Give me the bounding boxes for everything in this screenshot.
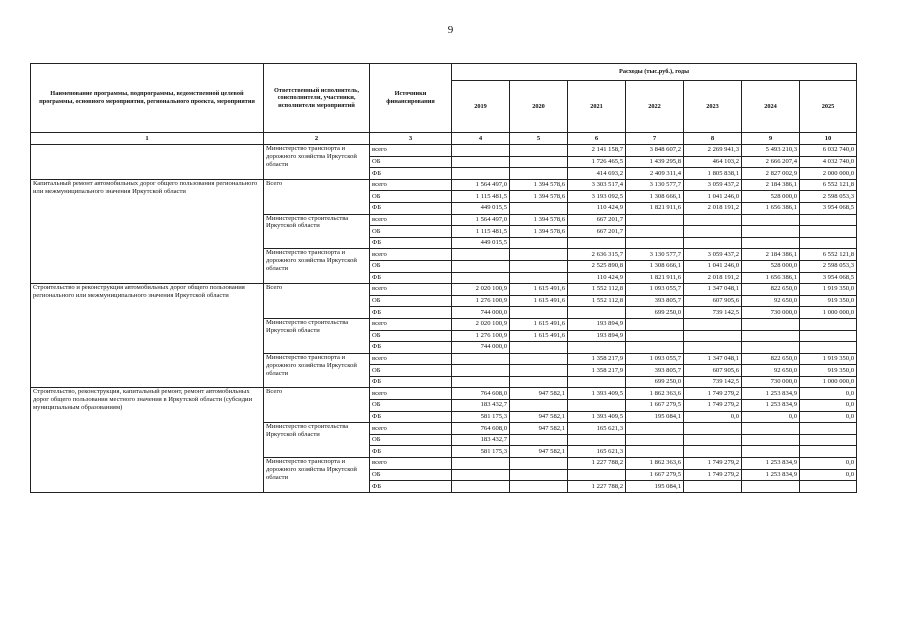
amount-cell: 1 227 788,2: [568, 458, 626, 470]
amount-cell: [452, 145, 510, 157]
amount-cell: 730 000,0: [742, 307, 800, 319]
amount-cell: [510, 365, 568, 377]
amount-cell: 2 020 100,9: [452, 284, 510, 296]
source-cell: ФБ: [370, 446, 452, 458]
source-cell: всего: [370, 145, 452, 157]
amount-cell: [684, 318, 742, 330]
amount-cell: 2 018 191,2: [684, 202, 742, 214]
amount-cell: 2 184 386,1: [742, 249, 800, 261]
amount-cell: 414 693,2: [568, 168, 626, 180]
amount-cell: 2 018 191,2: [684, 272, 742, 284]
header-year: 2020: [510, 81, 568, 133]
table-row: [31, 179, 857, 191]
amount-cell: 1 564 497,0: [452, 179, 510, 191]
source-cell: всего: [370, 458, 452, 470]
amount-cell: 581 175,3: [452, 446, 510, 458]
amount-cell: 2 598 053,3: [800, 260, 857, 272]
header-year: 2025: [800, 81, 857, 133]
header-name: Наименование программы, подпрограммы, ведомственной целевой программы, основного мероприятия, регионального проекта, мероприятия: [31, 64, 264, 133]
amount-cell: [452, 376, 510, 388]
amount-cell: 699 250,0: [626, 376, 684, 388]
amount-cell: 0,0: [684, 411, 742, 423]
executor-cell: Министерство транспорта и дорожного хозяйства Иркутской области: [264, 353, 370, 388]
source-cell: ОБ: [370, 469, 452, 481]
amount-cell: [510, 342, 568, 354]
amount-cell: 1 393 409,5: [568, 411, 626, 423]
executor-cell: Министерство транспорта и дорожного хозяйства Иркутской области: [264, 458, 370, 493]
amount-cell: 1 115 481,5: [452, 191, 510, 203]
amount-cell: 110 424,9: [568, 202, 626, 214]
source-cell: ФБ: [370, 237, 452, 249]
amount-cell: [510, 145, 568, 157]
amount-cell: [510, 168, 568, 180]
amount-cell: [684, 446, 742, 458]
amount-cell: 2 666 207,4: [742, 156, 800, 168]
source-cell: ФБ: [370, 307, 452, 319]
amount-cell: 2 409 311,4: [626, 168, 684, 180]
amount-cell: 1 615 491,6: [510, 284, 568, 296]
source-cell: ОБ: [370, 295, 452, 307]
amount-cell: 0,0: [800, 400, 857, 412]
source-cell: ОБ: [370, 434, 452, 446]
source-cell: ФБ: [370, 411, 452, 423]
source-cell: ОБ: [370, 400, 452, 412]
amount-cell: 110 424,9: [568, 272, 626, 284]
header-year: 2023: [684, 81, 742, 133]
column-number: 2: [264, 133, 370, 145]
header-year: 2024: [742, 81, 800, 133]
executor-cell: Министерство строительства Иркутской области: [264, 423, 370, 458]
amount-cell: [568, 342, 626, 354]
table-body: [31, 145, 857, 493]
amount-cell: 0,0: [800, 411, 857, 423]
amount-cell: 947 582,1: [510, 423, 568, 435]
amount-cell: 1 358 217,9: [568, 353, 626, 365]
amount-cell: 165 621,3: [568, 423, 626, 435]
table-header: [31, 64, 857, 145]
amount-cell: [800, 446, 857, 458]
amount-cell: 1 821 911,6: [626, 202, 684, 214]
amount-cell: 193 894,9: [568, 318, 626, 330]
amount-cell: 165 621,3: [568, 446, 626, 458]
amount-cell: 2 000 000,0: [800, 168, 857, 180]
amount-cell: 1 394 578,6: [510, 226, 568, 238]
amount-cell: [452, 481, 510, 493]
amount-cell: 1 862 363,6: [626, 458, 684, 470]
amount-cell: [626, 237, 684, 249]
amount-cell: [452, 156, 510, 168]
amount-cell: [684, 237, 742, 249]
executor-cell: Министерство строительства Иркутской области: [264, 214, 370, 249]
amount-cell: [510, 400, 568, 412]
amount-cell: 6 552 121,8: [800, 179, 857, 191]
amount-cell: [568, 400, 626, 412]
amount-cell: 1 347 048,1: [684, 284, 742, 296]
source-cell: ОБ: [370, 191, 452, 203]
amount-cell: [626, 330, 684, 342]
amount-cell: [626, 423, 684, 435]
amount-cell: [800, 318, 857, 330]
source-cell: всего: [370, 179, 452, 191]
amount-cell: [800, 226, 857, 238]
source-cell: ОБ: [370, 365, 452, 377]
source-cell: ФБ: [370, 342, 452, 354]
column-number: 8: [684, 133, 742, 145]
amount-cell: 4 032 740,0: [800, 156, 857, 168]
amount-cell: 744 000,0: [452, 342, 510, 354]
amount-cell: 764 608,0: [452, 423, 510, 435]
amount-cell: 1 749 279,2: [684, 400, 742, 412]
amount-cell: [510, 481, 568, 493]
amount-cell: 919 350,0: [800, 365, 857, 377]
amount-cell: 92 650,0: [742, 365, 800, 377]
amount-cell: 1 749 279,2: [684, 458, 742, 470]
amount-cell: 3 193 092,5: [568, 191, 626, 203]
amount-cell: 1 115 481,5: [452, 226, 510, 238]
amount-cell: 1 276 100,9: [452, 330, 510, 342]
amount-cell: [742, 342, 800, 354]
executor-cell: Всего: [264, 284, 370, 319]
amount-cell: 1 253 834,9: [742, 458, 800, 470]
amount-cell: 393 805,7: [626, 295, 684, 307]
executor-cell: Министерство транспорта и дорожного хозяйства Иркутской области: [264, 249, 370, 284]
amount-cell: 528 000,0: [742, 191, 800, 203]
source-cell: всего: [370, 388, 452, 400]
amount-cell: [568, 434, 626, 446]
amount-cell: [568, 376, 626, 388]
amount-cell: 2 636 315,7: [568, 249, 626, 261]
table-row: [31, 388, 857, 400]
amount-cell: 6 552 121,8: [800, 249, 857, 261]
amount-cell: 1 667 279,5: [626, 400, 684, 412]
amount-cell: 1 656 386,1: [742, 202, 800, 214]
amount-cell: 1 805 838,1: [684, 168, 742, 180]
amount-cell: [452, 469, 510, 481]
amount-cell: 0,0: [800, 458, 857, 470]
source-cell: всего: [370, 284, 452, 296]
column-number: 6: [568, 133, 626, 145]
source-cell: ОБ: [370, 260, 452, 272]
amount-cell: 1 564 497,0: [452, 214, 510, 226]
source-cell: ОБ: [370, 156, 452, 168]
amount-cell: 947 582,1: [510, 446, 568, 458]
header-year: 2022: [626, 81, 684, 133]
page-number: 9: [447, 24, 454, 36]
amount-cell: 1 656 386,1: [742, 272, 800, 284]
amount-cell: 1 000 000,0: [800, 376, 857, 388]
amount-cell: [742, 237, 800, 249]
amount-cell: 3 130 577,7: [626, 179, 684, 191]
amount-cell: [510, 353, 568, 365]
amount-cell: [742, 214, 800, 226]
source-cell: всего: [370, 423, 452, 435]
amount-cell: 3 059 437,2: [684, 179, 742, 191]
amount-cell: 1 749 279,2: [684, 469, 742, 481]
amount-cell: 193 894,9: [568, 330, 626, 342]
amount-cell: 1 919 350,0: [800, 284, 857, 296]
amount-cell: [800, 423, 857, 435]
amount-cell: 1 041 246,0: [684, 260, 742, 272]
table-row: [31, 145, 857, 157]
amount-cell: 3 303 517,4: [568, 179, 626, 191]
amount-cell: [684, 214, 742, 226]
column-number: 5: [510, 133, 568, 145]
source-cell: ОБ: [370, 226, 452, 238]
budget-table: [30, 63, 857, 493]
amount-cell: [510, 458, 568, 470]
amount-cell: 3 848 607,2: [626, 145, 684, 157]
amount-cell: [684, 423, 742, 435]
program-name-cell: Строительство и реконструкция автомобильных дорог общего пользования регионального или межмуниципального значения Иркутской области: [31, 284, 264, 388]
source-cell: ОБ: [370, 330, 452, 342]
amount-cell: [510, 307, 568, 319]
amount-cell: 528 000,0: [742, 260, 800, 272]
amount-cell: [800, 330, 857, 342]
amount-cell: [452, 272, 510, 284]
amount-cell: 1 439 295,8: [626, 156, 684, 168]
amount-cell: 92 650,0: [742, 295, 800, 307]
amount-cell: 947 582,1: [510, 411, 568, 423]
amount-cell: [684, 481, 742, 493]
amount-cell: [626, 318, 684, 330]
program-name-cell: [31, 145, 264, 180]
header-year: 2019: [452, 81, 510, 133]
amount-cell: 1 093 055,7: [626, 284, 684, 296]
amount-cell: 1 253 834,9: [742, 388, 800, 400]
amount-cell: 1 393 409,5: [568, 388, 626, 400]
amount-cell: 1 347 048,1: [684, 353, 742, 365]
amount-cell: [626, 342, 684, 354]
amount-cell: 393 805,7: [626, 365, 684, 377]
amount-cell: [510, 469, 568, 481]
amount-cell: 1 041 246,0: [684, 191, 742, 203]
amount-cell: 1 358 217,9: [568, 365, 626, 377]
amount-cell: [452, 353, 510, 365]
amount-cell: 3 059 437,2: [684, 249, 742, 261]
column-number: 10: [800, 133, 857, 145]
amount-cell: 6 032 740,0: [800, 145, 857, 157]
source-cell: ФБ: [370, 376, 452, 388]
amount-cell: 764 608,0: [452, 388, 510, 400]
amount-cell: [684, 342, 742, 354]
amount-cell: 0,0: [800, 469, 857, 481]
amount-cell: [800, 237, 857, 249]
amount-cell: 1 862 363,6: [626, 388, 684, 400]
amount-cell: [800, 342, 857, 354]
amount-cell: 1 821 911,6: [626, 272, 684, 284]
amount-cell: [568, 469, 626, 481]
amount-cell: 1 615 491,6: [510, 330, 568, 342]
column-number: 9: [742, 133, 800, 145]
amount-cell: [626, 434, 684, 446]
amount-cell: [800, 214, 857, 226]
source-cell: всего: [370, 214, 452, 226]
amount-cell: [684, 226, 742, 238]
amount-cell: 730 000,0: [742, 376, 800, 388]
amount-cell: [452, 168, 510, 180]
amount-cell: 739 142,5: [684, 376, 742, 388]
source-cell: ФБ: [370, 168, 452, 180]
amount-cell: 699 250,0: [626, 307, 684, 319]
amount-cell: 2 598 053,3: [800, 191, 857, 203]
amount-cell: 739 142,5: [684, 307, 742, 319]
amount-cell: [742, 446, 800, 458]
amount-cell: [510, 237, 568, 249]
amount-cell: 1 394 578,6: [510, 191, 568, 203]
amount-cell: 1 919 350,0: [800, 353, 857, 365]
amount-cell: 1 726 465,5: [568, 156, 626, 168]
amount-cell: 744 000,0: [452, 307, 510, 319]
amount-cell: 195 084,1: [626, 411, 684, 423]
amount-cell: 667 201,7: [568, 226, 626, 238]
amount-cell: 1 394 578,6: [510, 214, 568, 226]
amount-cell: 1 276 100,9: [452, 295, 510, 307]
amount-cell: 2 827 002,9: [742, 168, 800, 180]
amount-cell: 1 253 834,9: [742, 400, 800, 412]
header-year: 2021: [568, 81, 626, 133]
source-cell: ФБ: [370, 272, 452, 284]
executor-cell: Всего: [264, 179, 370, 214]
amount-cell: [568, 237, 626, 249]
amount-cell: 2 141 158,7: [568, 145, 626, 157]
amount-cell: 1 227 788,2: [568, 481, 626, 493]
amount-cell: 1 667 279,5: [626, 469, 684, 481]
amount-cell: 2 525 890,8: [568, 260, 626, 272]
header-expenses: Расходы (тыс.руб.), годы: [452, 64, 857, 81]
amount-cell: 1 394 578,6: [510, 179, 568, 191]
amount-cell: 449 015,5: [452, 237, 510, 249]
executor-cell: Министерство строительства Иркутской области: [264, 318, 370, 353]
source-cell: всего: [370, 249, 452, 261]
amount-cell: [510, 202, 568, 214]
amount-cell: [626, 446, 684, 458]
amount-cell: 5 493 210,3: [742, 145, 800, 157]
amount-cell: 3 954 068,5: [800, 272, 857, 284]
amount-cell: [452, 458, 510, 470]
header-source: Источники финансирования: [370, 64, 452, 133]
amount-cell: [800, 481, 857, 493]
program-name-cell: Капитальный ремонт автомобильных дорог общего пользования регионального или межмуниципального значения Иркутской области: [31, 179, 264, 283]
executor-cell: Министерство транспорта и дорожного хозяйства Иркутской области: [264, 145, 370, 180]
amount-cell: [742, 481, 800, 493]
source-cell: всего: [370, 353, 452, 365]
source-cell: ФБ: [370, 202, 452, 214]
amount-cell: 1 093 055,7: [626, 353, 684, 365]
amount-cell: [452, 260, 510, 272]
amount-cell: 449 015,5: [452, 202, 510, 214]
amount-cell: [510, 249, 568, 261]
amount-cell: 464 103,2: [684, 156, 742, 168]
amount-cell: 0,0: [742, 411, 800, 423]
amount-cell: [510, 376, 568, 388]
amount-cell: [742, 226, 800, 238]
header-executor: Ответственный исполнитель, соисполнители, участники, исполнители мероприятий: [264, 64, 370, 133]
amount-cell: [684, 330, 742, 342]
amount-cell: 2 184 386,1: [742, 179, 800, 191]
source-cell: ФБ: [370, 481, 452, 493]
amount-cell: 822 650,0: [742, 284, 800, 296]
source-cell: всего: [370, 318, 452, 330]
column-number: 4: [452, 133, 510, 145]
amount-cell: 822 650,0: [742, 353, 800, 365]
amount-cell: 1 308 666,1: [626, 191, 684, 203]
amount-cell: 607 905,6: [684, 365, 742, 377]
executor-cell: Всего: [264, 388, 370, 423]
amount-cell: 2 269 941,3: [684, 145, 742, 157]
amount-cell: 919 350,0: [800, 295, 857, 307]
amount-cell: [742, 318, 800, 330]
amount-cell: [626, 214, 684, 226]
amount-cell: 1 000 000,0: [800, 307, 857, 319]
amount-cell: 1 552 112,8: [568, 295, 626, 307]
program-name-cell: Строительство, реконструкция, капитальный ремонт, ремонт автомобильных дорог общего пользования местного значения в Иркутской области (субсидии муниципальным образованиям): [31, 388, 264, 492]
amount-cell: 1 253 834,9: [742, 469, 800, 481]
amount-cell: 3 954 068,5: [800, 202, 857, 214]
amount-cell: 3 130 577,7: [626, 249, 684, 261]
amount-cell: 607 905,6: [684, 295, 742, 307]
amount-cell: 581 175,3: [452, 411, 510, 423]
amount-cell: [510, 260, 568, 272]
amount-cell: 947 582,1: [510, 388, 568, 400]
amount-cell: [568, 307, 626, 319]
amount-cell: [626, 226, 684, 238]
amount-cell: 195 084,1: [626, 481, 684, 493]
amount-cell: [510, 434, 568, 446]
amount-cell: [452, 365, 510, 377]
amount-cell: [684, 434, 742, 446]
amount-cell: 1 615 491,6: [510, 318, 568, 330]
column-number: 1: [31, 133, 264, 145]
amount-cell: 1 552 112,8: [568, 284, 626, 296]
amount-cell: 667 201,7: [568, 214, 626, 226]
amount-cell: [510, 156, 568, 168]
column-number: 3: [370, 133, 452, 145]
column-number: 7: [626, 133, 684, 145]
amount-cell: 2 020 100,9: [452, 318, 510, 330]
amount-cell: 183 432,7: [452, 400, 510, 412]
amount-cell: 1 749 279,2: [684, 388, 742, 400]
amount-cell: 183 432,7: [452, 434, 510, 446]
amount-cell: [510, 272, 568, 284]
amount-cell: [742, 423, 800, 435]
amount-cell: 0,0: [800, 388, 857, 400]
amount-cell: [452, 249, 510, 261]
table-row: [31, 284, 857, 296]
amount-cell: [742, 434, 800, 446]
amount-cell: 1 308 666,1: [626, 260, 684, 272]
amount-cell: 1 615 491,6: [510, 295, 568, 307]
amount-cell: [742, 330, 800, 342]
amount-cell: [800, 434, 857, 446]
